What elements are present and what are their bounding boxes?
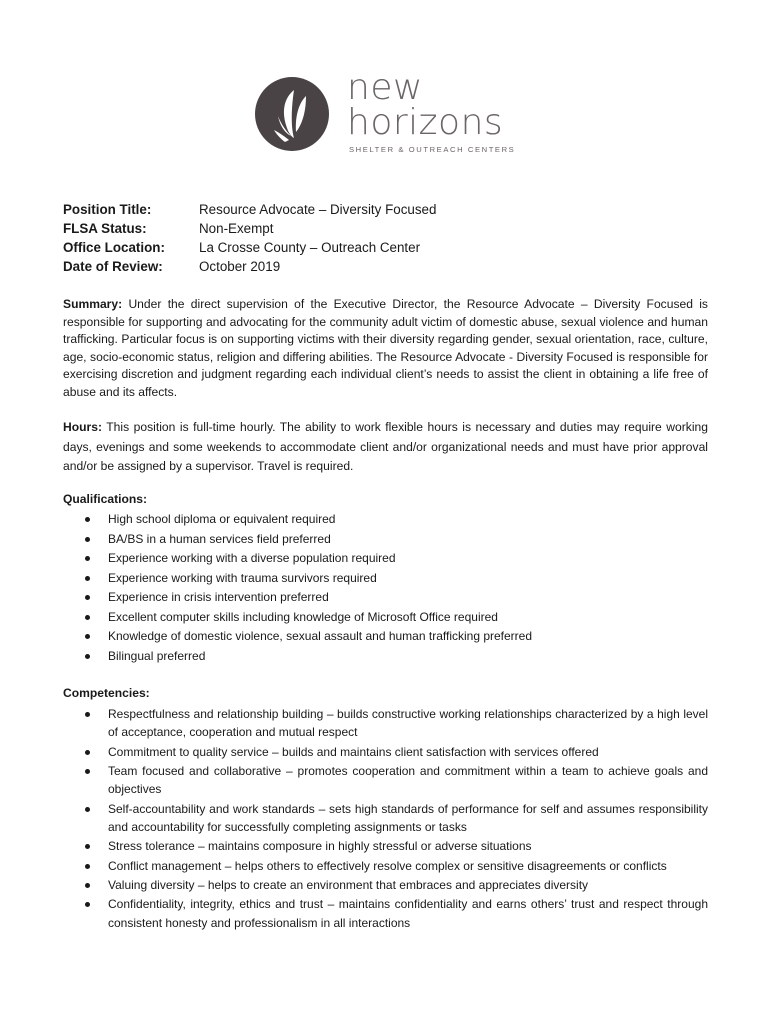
bullet-icon — [85, 844, 90, 849]
bullet-icon — [85, 615, 90, 620]
field-value: Resource Advocate – Diversity Focused — [199, 202, 437, 217]
list-item-text: Valuing diversity – helps to create an environment that embraces and appreciates diversity — [108, 877, 589, 892]
list-item-text: Commitment to quality service – builds and maintains client satisfaction with services offered — [108, 744, 599, 759]
bullet-icon — [85, 517, 90, 522]
bullet-icon — [85, 595, 90, 600]
list-item-text: Experience working with trauma survivors required — [108, 570, 377, 585]
list-item-text: BA/BS in a human services field preferred — [108, 531, 331, 546]
list-item — [63, 647, 708, 667]
summary-heading: Summary: — [63, 297, 123, 311]
bullet-icon — [85, 576, 90, 581]
bullet-icon — [85, 864, 90, 869]
list-item — [63, 530, 708, 550]
field-label: FLSA Status: — [63, 221, 147, 236]
list-item — [63, 837, 708, 855]
logo-word-new: new — [347, 67, 423, 108]
qualifications-heading: Qualifications: — [63, 492, 147, 506]
field-label: Date of Review: — [63, 259, 163, 274]
bullet-icon — [85, 769, 90, 774]
list-item — [63, 876, 708, 894]
bullet-icon — [85, 537, 90, 542]
competencies-heading: Competencies: — [63, 686, 150, 700]
field-value: October 2019 — [199, 259, 281, 274]
logo-word-horizons: horizons — [347, 102, 504, 143]
bullet-icon — [85, 807, 90, 812]
list-item-text: Bilingual preferred — [108, 648, 206, 663]
list-item-text: Experience working with a diverse population required — [108, 551, 396, 565]
competencies-list — [63, 705, 708, 933]
bullet-icon — [85, 712, 90, 717]
list-item — [63, 800, 708, 836]
list-item-text: Confidentiality, integrity, ethics and trust – maintains confidentiality and earns others’ trust and respect through consistent honesty and professionalism in all interactions — [108, 897, 708, 930]
list-item-text: Knowledge of domestic violence, sexual assault and human trafficking preferred — [108, 629, 533, 643]
list-item — [63, 588, 708, 608]
list-item — [63, 569, 708, 589]
list-item — [63, 510, 708, 530]
list-item-text: High school diploma or equivalent required — [108, 512, 336, 526]
bullet-icon — [85, 634, 90, 639]
summary-text: Under the direct supervision of the Executive Director, the Resource Advocate – Diversity Focused is responsible for supporting and advocating for the community adult victim of domestic abuse, sexual violence and human trafficking. Particular focus is on supporting victims with their diversity regarding gender, sexual orientation, race, culture, age, socio-economic status, religion and differing abilities. The Resource Advocate - Diversity Focused is responsible for exercising discretion and judgment regarding each individual client’s needs to assist the client in obtaining a life free of abuse and its affects. — [63, 297, 708, 399]
field-label: Position Title: — [63, 202, 152, 217]
bullet-icon — [85, 750, 90, 755]
list-item — [63, 549, 708, 569]
hours-heading: Hours: — [63, 420, 102, 434]
bullet-icon — [85, 556, 90, 561]
list-item-text: Self-accountability and work standards – sets high standards of performance for self and assumes responsibility and accountability for successfully completing assignments or tasks — [108, 801, 708, 834]
bullet-icon — [85, 883, 90, 888]
list-item — [63, 895, 708, 931]
list-item-text: Conflict management – helps others to effectively resolve complex or sensitive disagreements or conflicts — [108, 858, 667, 873]
field-label: Office Location: — [63, 240, 165, 255]
bullet-icon — [85, 654, 90, 659]
list-item-text: Excellent computer skills including knowledge of Microsoft Office required — [108, 609, 498, 624]
qualifications-list — [63, 510, 708, 666]
field-value: Non-Exempt — [199, 221, 274, 236]
summary-paragraph — [63, 296, 708, 402]
list-item — [63, 627, 708, 647]
logo-tagline: SHELTER & OUTREACH CENTERS — [349, 145, 516, 154]
list-item — [63, 857, 708, 875]
list-item — [63, 743, 708, 761]
butterfly-logo-icon — [254, 76, 330, 152]
list-item — [63, 705, 708, 741]
list-item — [63, 608, 708, 628]
hours-paragraph — [63, 418, 708, 477]
new-horizons-logo — [254, 67, 524, 162]
field-value: La Crosse County – Outreach Center — [199, 240, 421, 255]
bullet-icon — [85, 902, 90, 907]
list-item-text: Team focused and collaborative – promotes cooperation and commitment within a team to achieve goals and objectives — [108, 763, 708, 797]
list-item-text: Experience in crisis intervention preferred — [108, 590, 329, 604]
hours-text: This position is full-time hourly. The ability to work flexible hours is necessary and duties may require working days, evenings and some weekends to accommodate client and/or organizational needs and must have prior approval and/or be assigned by a supervisor. Travel is required. — [63, 420, 708, 473]
list-item-text: Respectfulness and relationship building – builds constructive working relationships characterized by a high level of acceptance, cooperation and mutual respect — [108, 707, 708, 740]
list-item — [63, 762, 708, 798]
list-item-text: Stress tolerance – maintains composure in highly stressful or adverse situations — [108, 839, 532, 854]
